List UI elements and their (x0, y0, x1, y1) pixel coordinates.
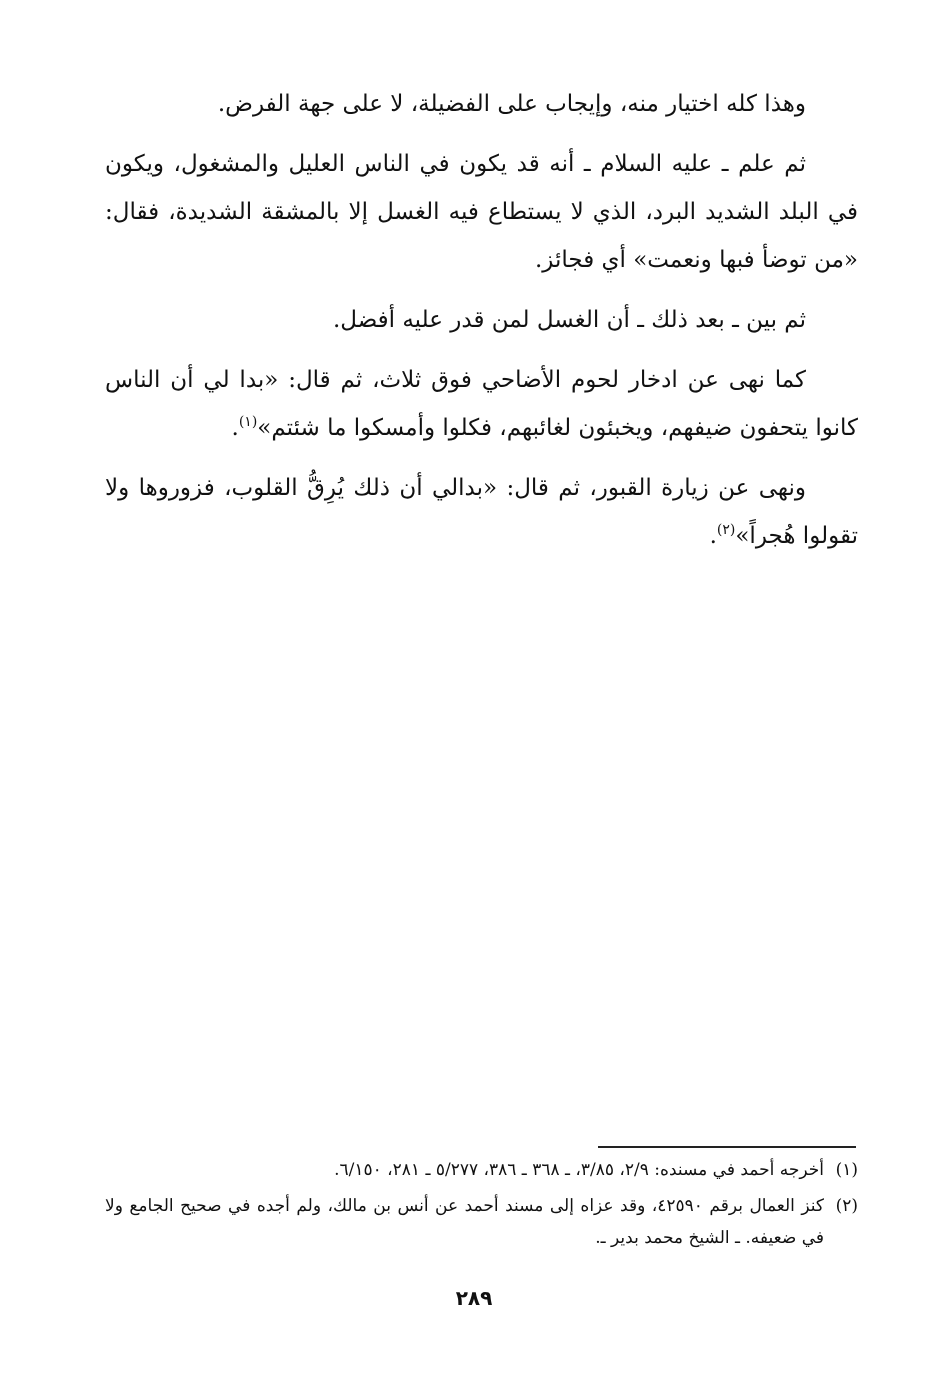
paragraph-1-text: وهذا كله اختيار منه، وإيجاب على الفضيلة، لا على جهة الفرض. (217, 91, 806, 117)
paragraph-2-text: ثم علم ـ عليه السلام ـ أنه قد يكون في الناس العليل والمشغول، ويكون في البلد الشديد البرد، الذي لا يستطاع فيه الغسل إلا بالمشقة الشديدة، فقال: «من توضأ فبها ونعمت» أي فجائز. (105, 151, 858, 273)
footnote-separator (598, 1146, 856, 1148)
footnote-number-1: (١) (835, 1160, 858, 1180)
paragraph-4-text: كما نهى عن ادخار لحوم الأضاحي فوق ثلاث، ثم قال: «بدا لي أن الناس كانوا يتحفون ضيفهم، ويخبئون لغائبهم، فكلوا وأمسكوا ما شئتم» (105, 367, 858, 441)
footnotes (105, 1152, 858, 1258)
paragraph-3 (105, 296, 858, 344)
paragraph-5-end: . (709, 523, 717, 549)
footnote-text-2: كنز العمال برقم ٤٢٥٩٠، وقد عزاه إلى مسند أحمد عن أنس بن مالك، ولم أجده في صحيح الجامع ولا في ضعيفه. ـ الشيخ محمد بدير ـ. (105, 1196, 824, 1248)
footnote-ref-2[interactable]: (٢) (716, 522, 736, 538)
paragraph-4 (105, 356, 858, 452)
main-text (105, 80, 858, 572)
footnote-text-1: أخرجه أحمد في مسنده: ٢/٩، ٣/٨٥، ـ ٣٦٨ ـ ٣٨٦، ٥/٢٧٧ ـ ٢٨١، ٦/١٥٠. (334, 1160, 824, 1180)
footnote-number-2: (٢) (835, 1196, 858, 1216)
footnote-item-1 (105, 1154, 858, 1186)
paragraph-1 (105, 80, 858, 128)
paragraph-3-text: ثم بين ـ بعد ذلك ـ أن الغسل لمن قدر عليه أفضل. (332, 307, 806, 333)
footnote-item-2 (105, 1190, 858, 1254)
paragraph-5-text: ونهى عن زيارة القبور، ثم قال: «بدالي أن ذلك يُرِقُّ القلوب، فزوروها ولا تقولوا هُجراً» (105, 475, 858, 549)
footnote-ref-1[interactable]: (١) (238, 414, 258, 430)
paragraph-5 (105, 464, 858, 560)
page-number: ٢٨٩ (455, 1286, 493, 1310)
paragraph-4-end: . (231, 415, 239, 441)
paragraph-2 (105, 140, 858, 284)
